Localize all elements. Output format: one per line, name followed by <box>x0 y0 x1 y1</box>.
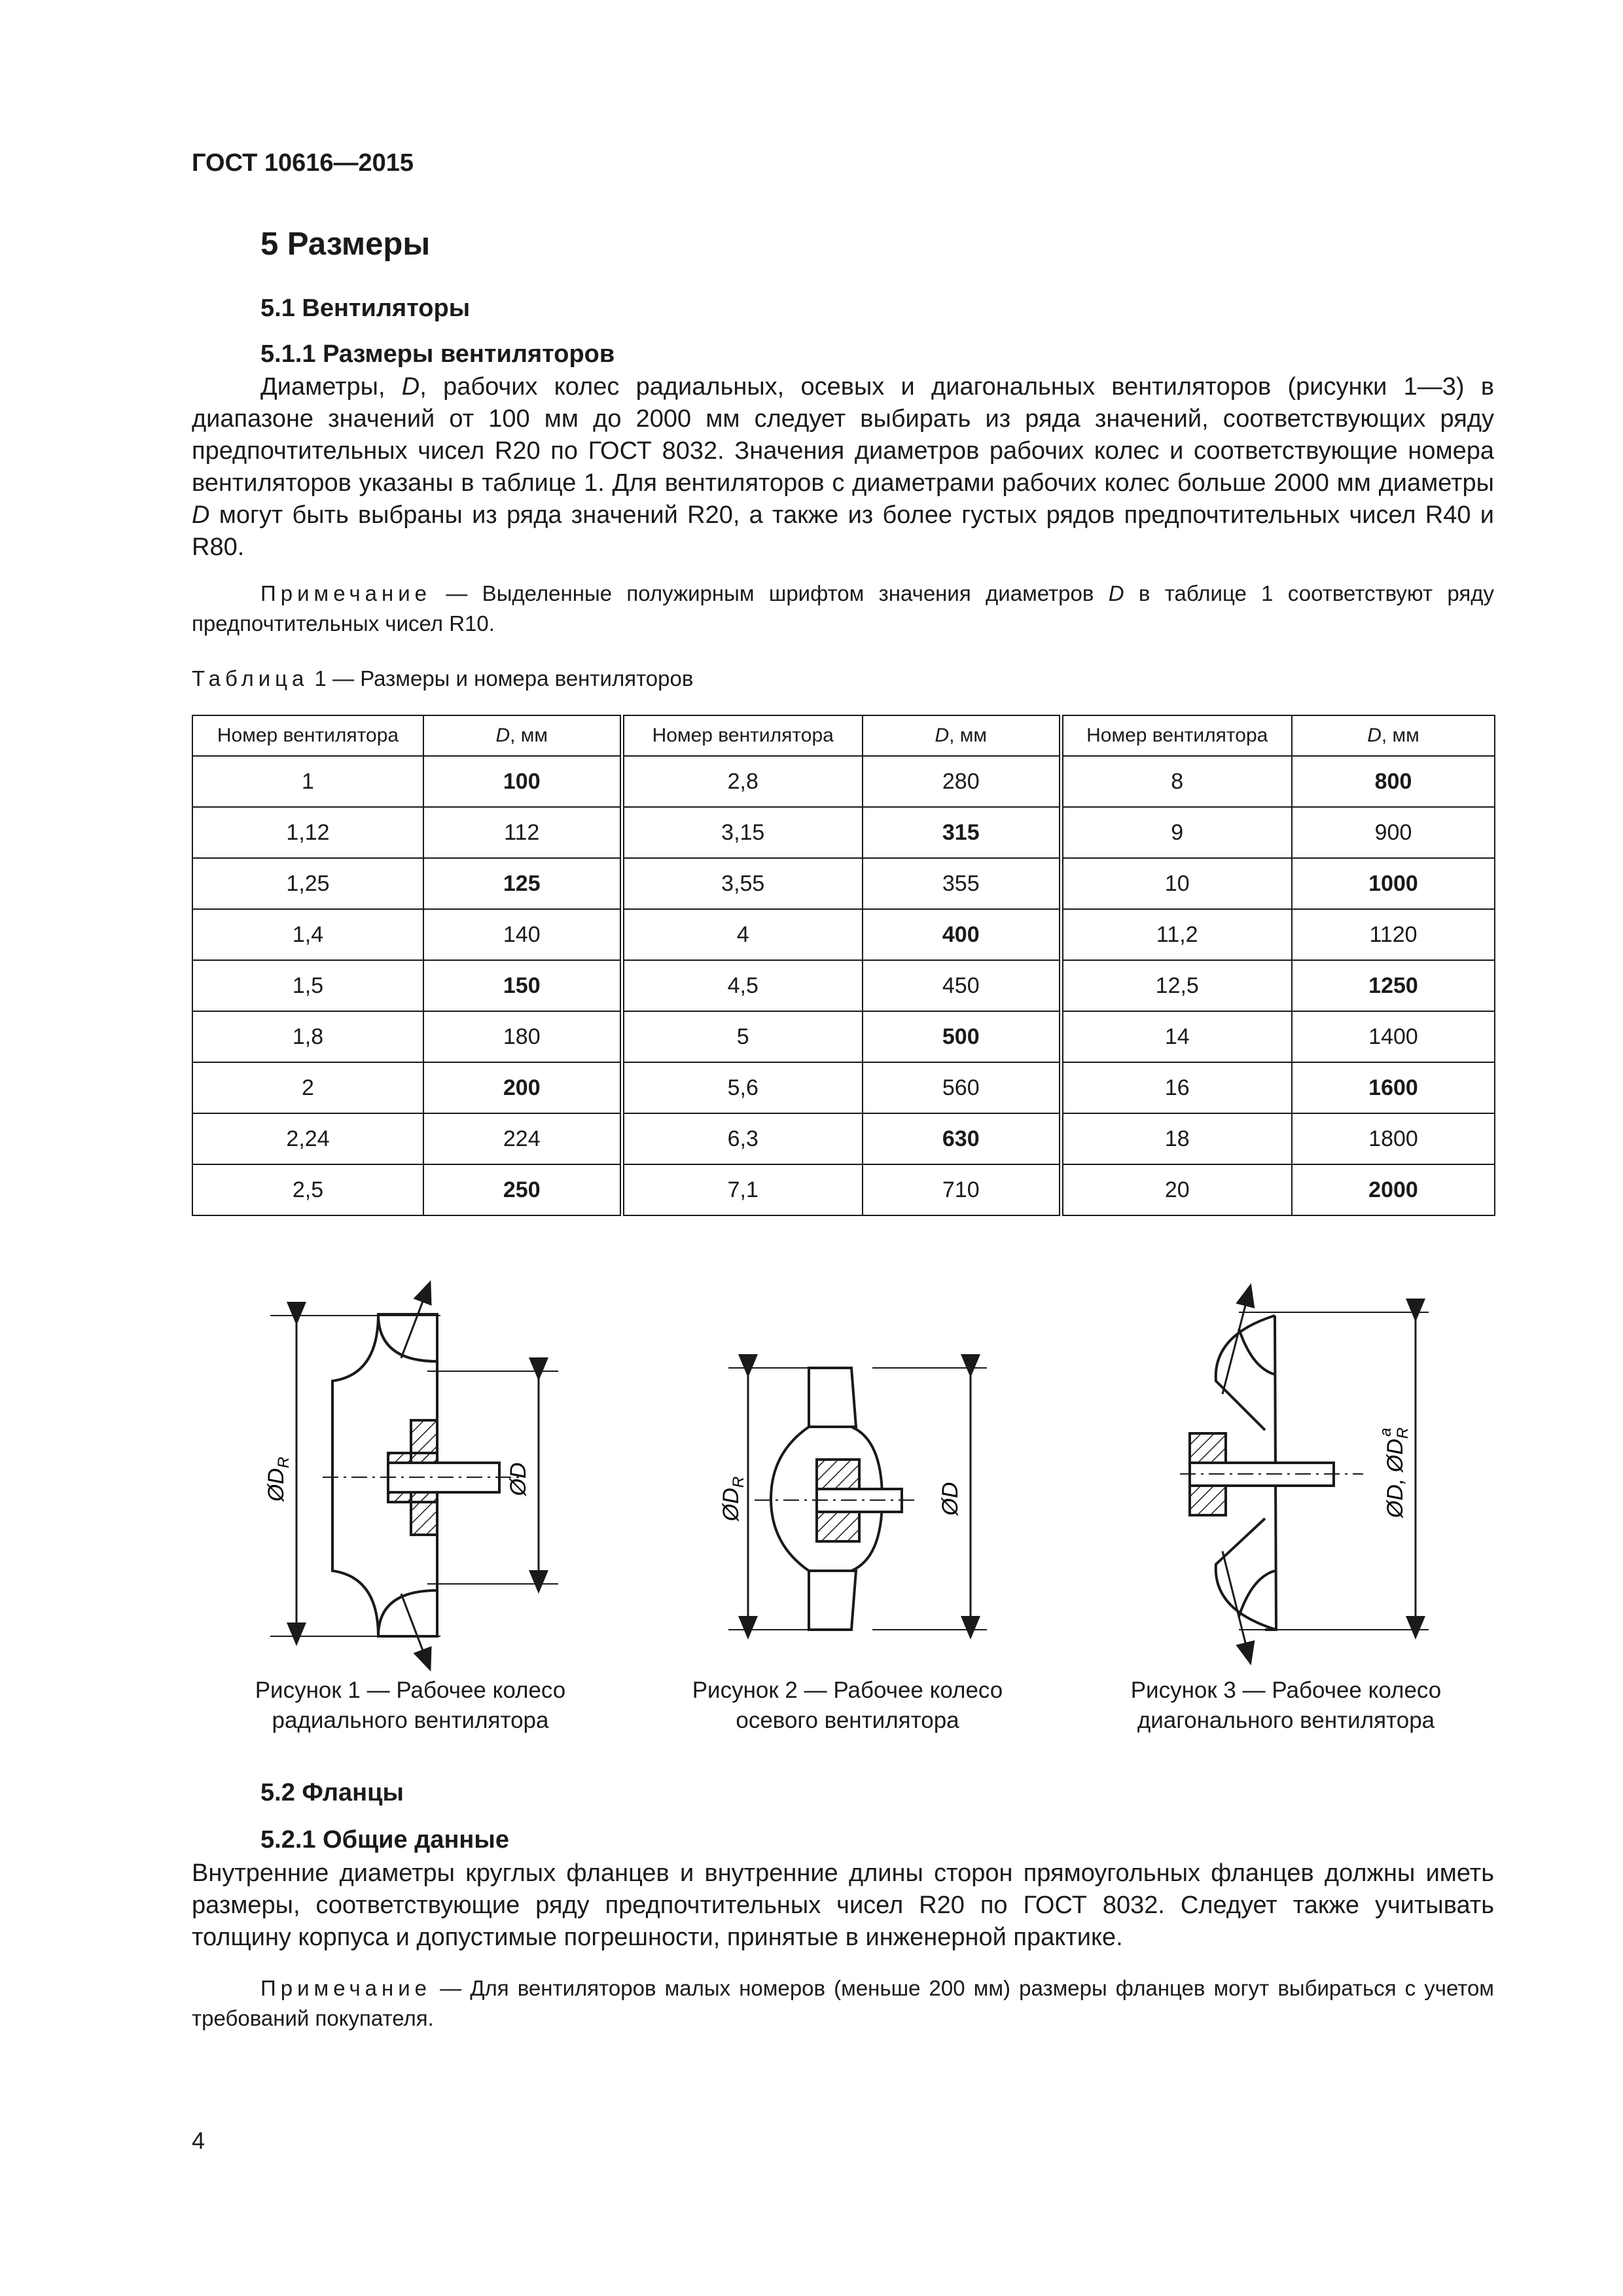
table-cell: 1800 <box>1292 1113 1495 1164</box>
table-header-cell: D, мм <box>863 715 1061 756</box>
table-cell: 3,55 <box>622 858 863 909</box>
fig1-label-d: ØD <box>506 1462 531 1496</box>
table-cell: 3,15 <box>622 807 863 858</box>
note-text: — Для вентиляторов малых номеров (меньше 200 мм) размеры фланцев могут выбираться с учетом требований покупателя. <box>192 1976 1494 2030</box>
subsection-title-5-2-1: 5.2.1 Общие данные <box>260 1826 509 1854</box>
impeller-figures <box>192 1263 1435 1676</box>
table-cell: 400 <box>863 909 1061 960</box>
table-cell: 250 <box>423 1164 622 1215</box>
table-cell: 1,5 <box>192 960 423 1011</box>
table-caption-text: 1 — Размеры и номера вентиляторов <box>308 666 694 691</box>
figure-2-caption-line1: Рисунок 2 — Рабочее колесо <box>692 1677 1003 1703</box>
table-cell: 9 <box>1061 807 1292 858</box>
table-cell: 2,5 <box>192 1164 423 1215</box>
table-cell: 140 <box>423 909 622 960</box>
table-row <box>192 756 1495 807</box>
figure-3-caption-line2: диагонального вентилятора <box>1137 1708 1435 1733</box>
table-row <box>192 1113 1495 1164</box>
table-cell: 2,24 <box>192 1113 423 1164</box>
figure-3-caption <box>1083 1676 1489 1736</box>
fig2-label-dr: $ØD_R$ <box>719 1476 747 1522</box>
table-cell: 100 <box>423 756 622 807</box>
table-cell: 1000 <box>1292 858 1495 909</box>
table-cell: 18 <box>1061 1113 1292 1164</box>
note-text: — Выделенные полужирным шрифтом значения диаметров D в таблице 1 соответствуют ряду предпочтительных чисел R10. <box>192 581 1495 636</box>
table-row <box>192 1062 1495 1113</box>
fig3-label-d-dr: ØD, $ØD_Ra$ <box>1377 1427 1412 1518</box>
fig1-label-dr: $ØD_R$ <box>264 1456 293 1502</box>
table-row <box>192 807 1495 858</box>
table-cell: 180 <box>423 1011 622 1062</box>
table-cell: 2000 <box>1292 1164 1495 1215</box>
table-header-cell: D, мм <box>1292 715 1495 756</box>
table-cell: 710 <box>863 1164 1061 1215</box>
table-row <box>192 909 1495 960</box>
table-cell: 1,4 <box>192 909 423 960</box>
table-row <box>192 1164 1495 1215</box>
note-bold-values <box>192 579 1494 639</box>
paragraph-flanges: Внутренние диаметры круглых фланцев и внутренние длины сторон прямоугольных фланцев должны иметь размеры, соответствующие ряду предпочтительных чисел R20 по ГОСТ 8032. Следует также учитывать толщину корпуса и допустимые погрешности, принятые в инженерной практике. <box>192 1859 1494 1951</box>
table-cell: 1,12 <box>192 807 423 858</box>
fan-size-table <box>192 715 1495 1216</box>
table-cell: 16 <box>1061 1062 1292 1113</box>
table-cell: 11,2 <box>1061 909 1292 960</box>
table-cell: 355 <box>863 858 1061 909</box>
table-cell: 1250 <box>1292 960 1495 1011</box>
table-header-cell: D, мм <box>423 715 622 756</box>
section-title: 5 Размеры <box>260 226 431 262</box>
table-cell: 112 <box>423 807 622 858</box>
fig2-label-d: ØD <box>938 1482 963 1516</box>
figure-1-caption <box>207 1676 613 1736</box>
figure-1-caption-line1: Рисунок 1 — Рабочее колесо <box>255 1677 566 1703</box>
figure-2-caption-line2: осевого вентилятора <box>736 1708 959 1733</box>
note-flanges <box>192 1973 1494 2034</box>
table-cell: 224 <box>423 1113 622 1164</box>
table-header-cell: Номер вентилятора <box>622 715 863 756</box>
table-cell: 450 <box>863 960 1061 1011</box>
table-cell: 900 <box>1292 807 1495 858</box>
figure-3-caption-line1: Рисунок 3 — Рабочее колесо <box>1130 1677 1442 1703</box>
figure-2-caption <box>645 1676 1050 1736</box>
table-header-row <box>192 715 1495 756</box>
table-cell: 12,5 <box>1061 960 1292 1011</box>
table-cell: 560 <box>863 1062 1061 1113</box>
table-cell: 6,3 <box>622 1113 863 1164</box>
table-cell: 7,1 <box>622 1164 863 1215</box>
table-cell: 1,8 <box>192 1011 423 1062</box>
note-label: Примечание <box>260 581 432 605</box>
table-cell: 1600 <box>1292 1062 1495 1113</box>
table-cell: 315 <box>863 807 1061 858</box>
subsection-title-5-1-1: 5.1.1 Размеры вентиляторов <box>260 340 615 368</box>
table-header-cell: Номер вентилятора <box>192 715 423 756</box>
table-cell: 1120 <box>1292 909 1495 960</box>
paragraph-fan-sizes: Диаметры, D, рабочих колес радиальных, осевых и диагональных вентиляторов (рисунки 1—3) в диапазоне значений от 100 мм до 2000 мм следует выбирать из ряда значений, соответствующих ряду предпочтительных чисел R20 по ГОСТ 8032. Значения диаметров рабочих колес и соответствующие номера вентиляторов указаны в таблице 1. Для вентиляторов с диаметрами рабочих колес больше 2000 мм диаметры D могут быть выбраны из ряда значений R20, а также из более густых рядов предпочтительных чисел R40 и R80. <box>192 373 1495 561</box>
table-row <box>192 960 1495 1011</box>
table-cell: 125 <box>423 858 622 909</box>
table-cell: 5,6 <box>622 1062 863 1113</box>
table-cell: 280 <box>863 756 1061 807</box>
figure-1-caption-line2: радиального вентилятора <box>272 1708 549 1733</box>
table-cell: 1 <box>192 756 423 807</box>
table-cell: 630 <box>863 1113 1061 1164</box>
table-cell: 20 <box>1061 1164 1292 1215</box>
table-cell: 10 <box>1061 858 1292 909</box>
table-row <box>192 1011 1495 1062</box>
table-cell: 4 <box>622 909 863 960</box>
table-cell: 150 <box>423 960 622 1011</box>
page-number: 4 <box>192 2127 205 2154</box>
table-cell: 14 <box>1061 1011 1292 1062</box>
table-cell: 1,25 <box>192 858 423 909</box>
table-cell: 8 <box>1061 756 1292 807</box>
table-cell: 2 <box>192 1062 423 1113</box>
table-caption-label: Таблица <box>192 666 309 691</box>
table-cell: 500 <box>863 1011 1061 1062</box>
subsection-title-5-1: 5.1 Вентиляторы <box>260 295 471 322</box>
table-cell: 2,8 <box>622 756 863 807</box>
table-header-cell: Номер вентилятора <box>1061 715 1292 756</box>
table-cell: 800 <box>1292 756 1495 807</box>
table-cell: 4,5 <box>622 960 863 1011</box>
subsection-title-5-2: 5.2 Фланцы <box>260 1779 404 1806</box>
table-cell: 200 <box>423 1062 622 1113</box>
table-caption <box>192 666 693 691</box>
table-row <box>192 858 1495 909</box>
note-label: Примечание <box>260 1976 432 2000</box>
table-cell: 5 <box>622 1011 863 1062</box>
table-cell: 1400 <box>1292 1011 1495 1062</box>
document-header: ГОСТ 10616—2015 <box>192 149 414 177</box>
